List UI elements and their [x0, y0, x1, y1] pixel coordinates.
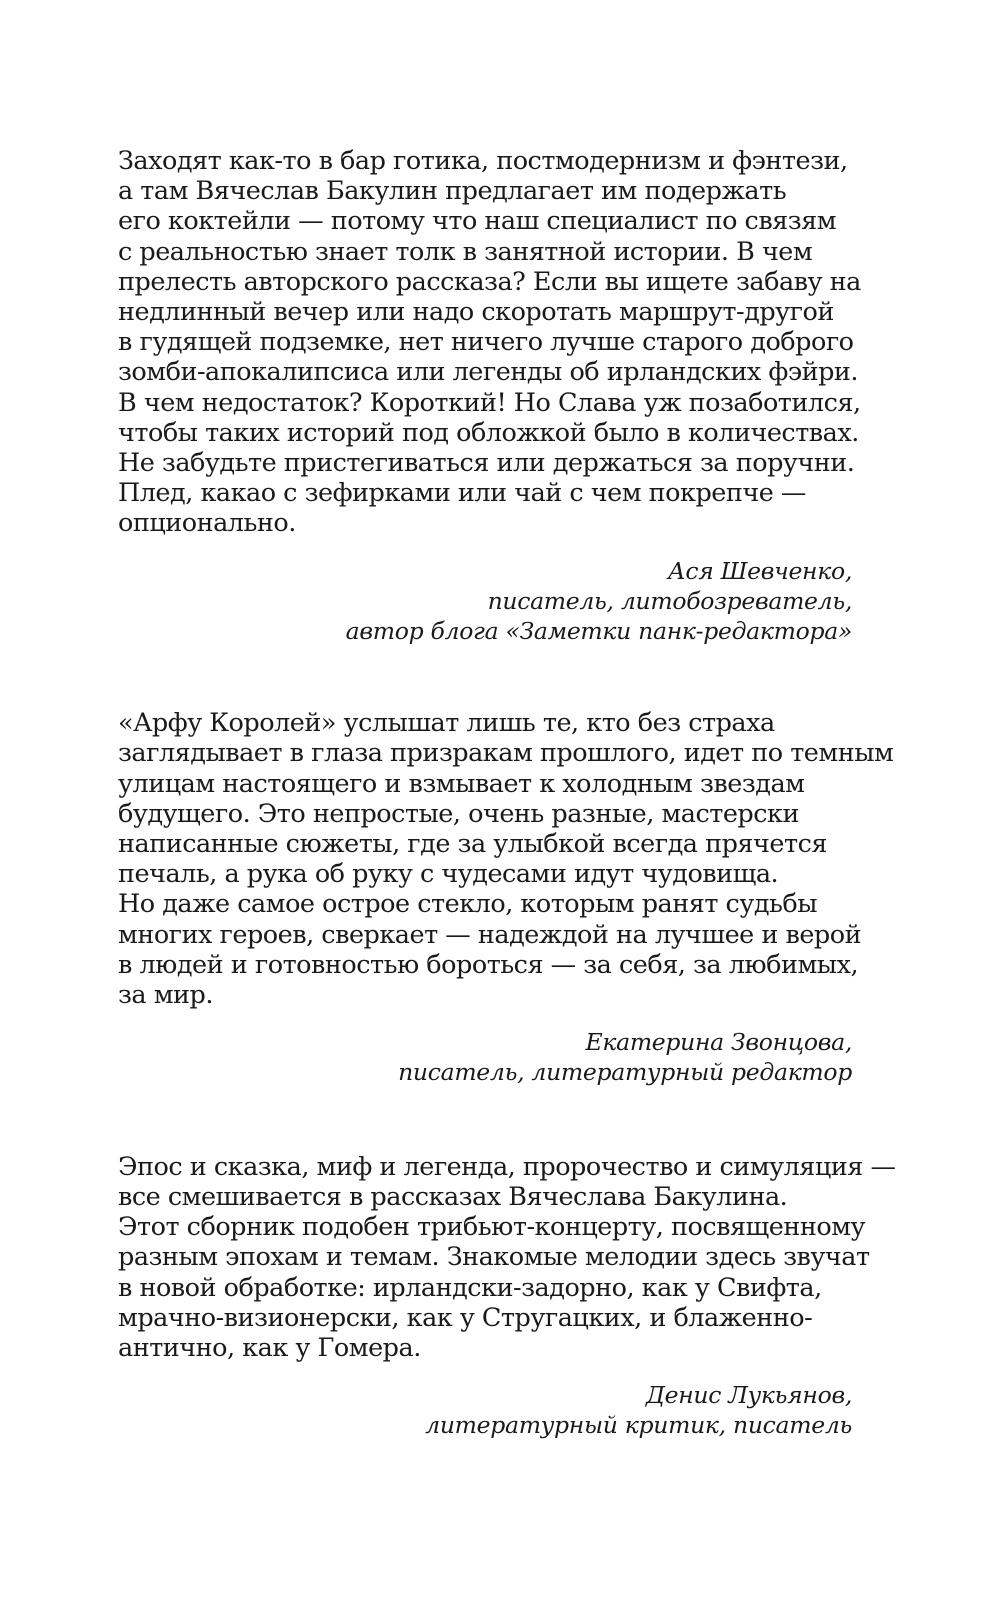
- text-line: Но даже самое острое стекло, которым ранят судьбы: [118, 889, 818, 920]
- author-name: Ася Шевченко,: [667, 556, 852, 585]
- page: [118, 146, 896, 1441]
- text-line: в новой обработке: ирландски-задорно, как у Свифта,: [118, 1272, 822, 1303]
- text-line: за мир.: [118, 980, 213, 1011]
- text-line: опционально.: [118, 508, 296, 539]
- text-line: печаль, а рука об руку с чудесами идут чудовища.: [118, 859, 779, 890]
- text-line: многих героев, сверкает — надеждой на лучшее и верой: [118, 919, 862, 950]
- review-blurb: [118, 1151, 896, 1441]
- text-line: «Арфу Королей» услышат лишь те, кто без страха: [118, 708, 775, 739]
- author-role: автор блога «Заметки панк-редактора»: [345, 617, 852, 646]
- review-blurb: [118, 146, 861, 646]
- text-line: В чем недостаток? Короткий! Но Слава уж позаботился,: [118, 387, 861, 418]
- text-line: чтобы таких историй под обложкой было в количествах.: [118, 417, 859, 448]
- text-line: в людей и готовностью бороться — за себя, за любимых,: [118, 949, 859, 980]
- author-name: Екатерина Звонцова,: [585, 1028, 852, 1057]
- text-line: зомби-апокалипсиса или легенды об ирландских фэйри.: [118, 357, 859, 388]
- review-attribution: [118, 1380, 852, 1440]
- text-line: Этот сборник подобен трибьют-концерту, посвященному: [118, 1212, 866, 1243]
- review-text: [118, 708, 894, 1011]
- text-line: будущего. Это непростые, очень разные, мастерски: [118, 798, 799, 829]
- text-line: все смешивается в рассказах Вячеслава Бакулина.: [118, 1181, 788, 1212]
- author-role: писатель, литературный редактор: [398, 1058, 852, 1087]
- text-line: улицам настоящего и взмывает к холодным звездам: [118, 768, 805, 799]
- review-text: [118, 1151, 896, 1363]
- review-blurb: [118, 708, 894, 1087]
- text-line: Плед, какао с зефирками или чай с чем покрепче —: [118, 478, 806, 509]
- text-line: написанные сюжеты, где за улыбкой всегда прячется: [118, 829, 827, 860]
- author-role: писатель, литобозреватель,: [487, 586, 852, 615]
- text-line: антично, как у Гомера.: [118, 1332, 421, 1363]
- author-role: литературный критик, писатель: [425, 1411, 852, 1440]
- author-name: Денис Лукьянов,: [645, 1381, 852, 1410]
- text-line: разным эпохам и темам. Знакомые мелодии здесь звучат: [118, 1242, 870, 1273]
- text-line: заглядывает в глаза призракам прошлого, идет по темным: [118, 738, 894, 769]
- text-line: Эпос и сказка, миф и легенда, пророчество и симуляция —: [118, 1151, 896, 1182]
- text-line: в гудящей подземке, нет ничего лучше старого доброго: [118, 327, 854, 358]
- text-line: прелесть авторского рассказа? Если вы ищете забаву на: [118, 266, 861, 297]
- text-line: с реальностью знает толк в занятной истории. В чем: [118, 236, 813, 267]
- text-line: его коктейли — потому что наш специалист по связям: [118, 206, 837, 237]
- review-attribution: [118, 556, 852, 647]
- text-line: Заходят как-то в бар готика, постмодернизм и фэнтези,: [118, 146, 848, 176]
- review-text: [118, 146, 861, 539]
- text-line: Не забудьте пристегиваться или держаться за поручни.: [118, 448, 855, 479]
- review-attribution: [118, 1027, 852, 1087]
- text-line: недлинный вечер или надо скоротать маршрут-другой: [118, 297, 834, 328]
- text-line: мрачно-визионерски, как у Стругацких, и блаженно-: [118, 1302, 813, 1333]
- text-line: а там Вячеслав Бакулин предлагает им подержать: [118, 176, 787, 207]
